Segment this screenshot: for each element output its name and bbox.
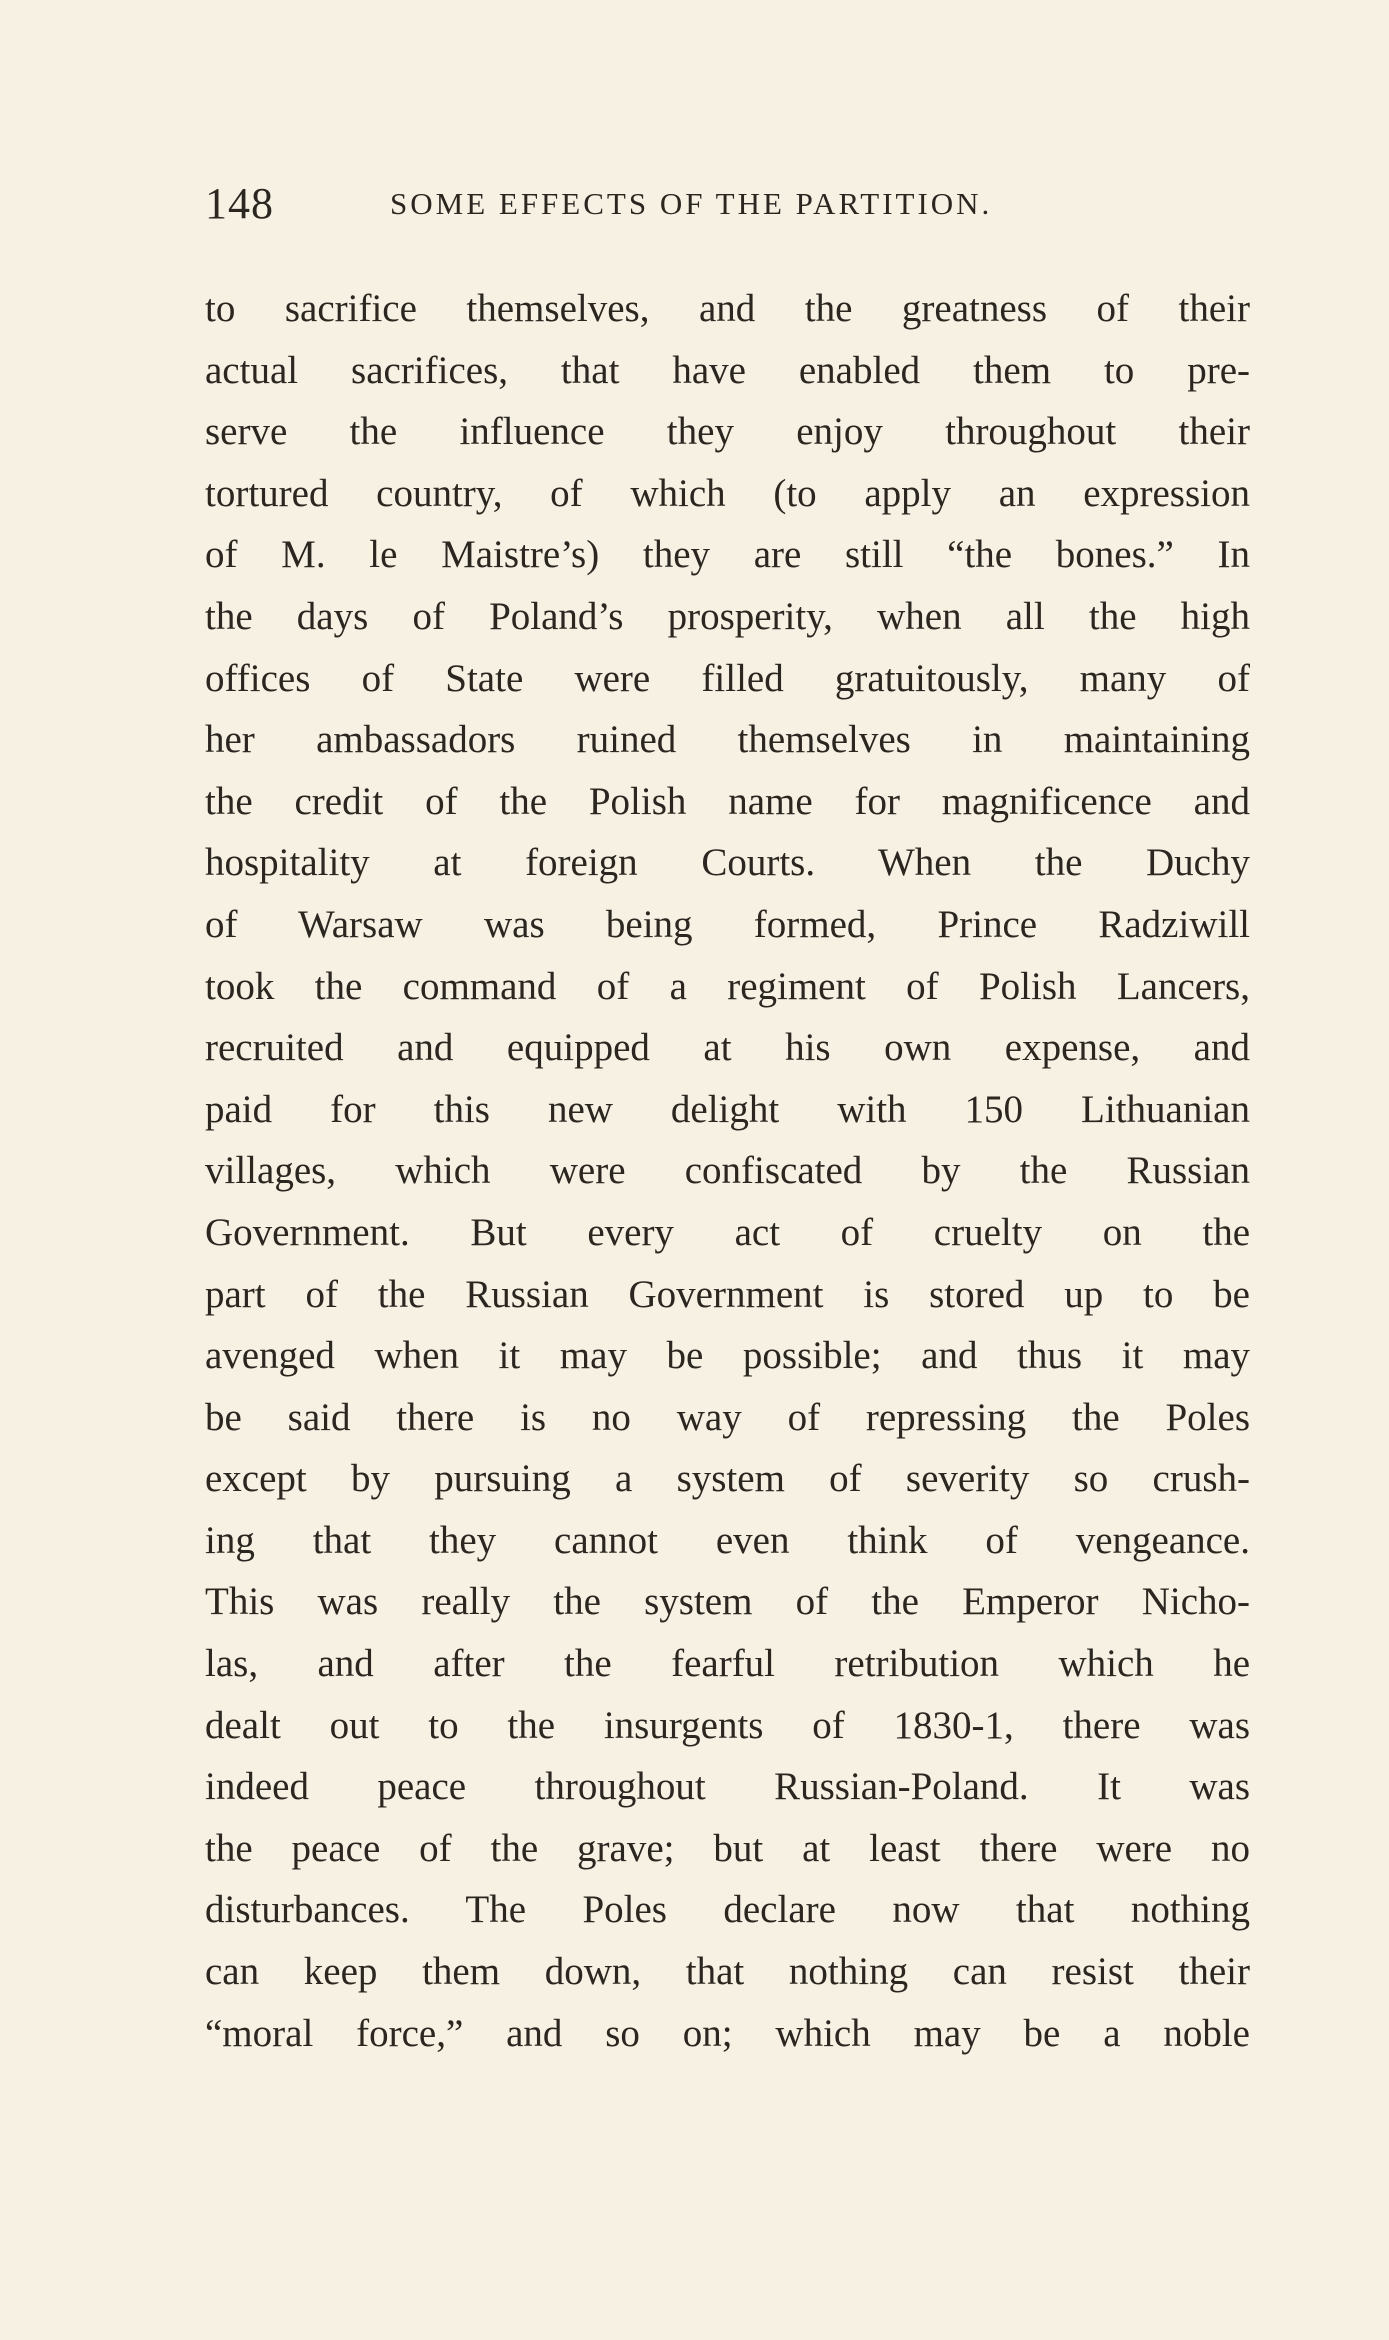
body-text [205,278,1250,2064]
text-line: “moral force,” and so on; which may be a noble [205,2011,1250,2055]
text-line: villages, which were confiscated by the Russian [205,1149,1250,1193]
text-line: of Warsaw was being formed, Prince Radziwill [205,902,1250,946]
text-line: dealt out to the insurgents of 1830-1, there was [205,1703,1250,1747]
text-line: her ambassadors ruined themselves in maintaining [205,718,1250,762]
text-line: serve the influence they enjoy throughout their [205,410,1250,454]
text-line: offices of State were filled gratuitously, many of [205,656,1250,700]
text-line: disturbances. The Poles declare now that nothing [205,1888,1250,1932]
text-line: las, and after the fearful retribution which he [205,1642,1250,1686]
text-line: indeed peace throughout Russian-Poland. It was [205,1765,1250,1809]
text-line: the credit of the Polish name for magnificence and [205,779,1250,823]
text-line: part of the Russian Government is stored up to be [205,1272,1250,1316]
text-line: recruited and equipped at his own expense, and [205,1026,1250,1070]
text-line: the days of Poland’s prosperity, when all the high [205,594,1250,638]
text-line: ing that they cannot even think of vengeance. [205,1518,1250,1562]
text-line: Government. But every act of cruelty on the [205,1210,1250,1254]
text-line: paid for this new delight with 150 Lithuanian [205,1087,1250,1131]
text-line: hospitality at foreign Courts. When the Duchy [205,841,1250,885]
text-line: tortured country, of which (to apply an expression [205,471,1250,515]
text-line: took the command of a regiment of Polish Lancers, [205,964,1250,1008]
text-line: to sacrifice themselves, and the greatness of their [205,287,1250,330]
page-header [205,178,1250,238]
text-line: be said there is no way of repressing the Poles [205,1395,1250,1439]
text-line: This was really the system of the Emperor Nicho- [205,1580,1250,1624]
page-number: 148 [205,179,274,228]
text-line: avenged when it may be possible; and thus it may [205,1334,1250,1378]
text-line: of M. le Maistre’s) they are still “the bones.” In [205,533,1250,577]
text-line: can keep them down, that nothing can resist their [205,1950,1250,1994]
text-line: the peace of the grave; but at least there were no [205,1826,1250,1870]
running-head: SOME EFFECTS OF THE PARTITION. [390,186,993,221]
text-line: except by pursuing a system of severity so crush- [205,1457,1250,1501]
text-line: actual sacrifices, that have enabled them to pre- [205,348,1250,392]
